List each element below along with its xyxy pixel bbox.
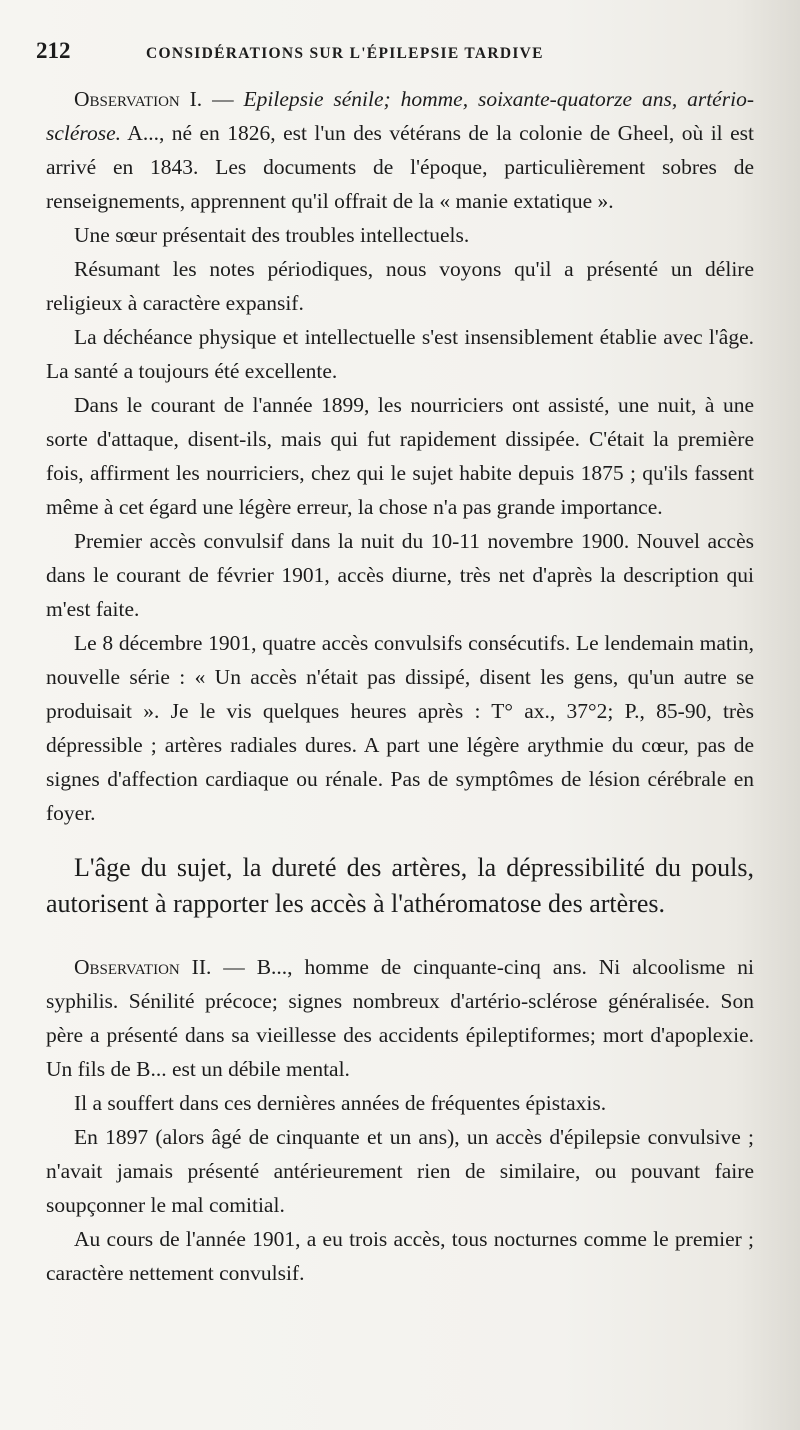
paragraph: Le 8 décembre 1901, quatre accès convulsifs consécutifs. Le lendemain matin, nouvelle série : « Un accès n'était pas dissipé, disent les gens, qu'un autre se produisait ». Je le vis quelques heures après : T° ax., 37°2; P., 85-90, très dépressible ; artères radiales dures. A part une légère arythmie du cœur, pas de signes d'affection cardiaque ou rénale. Pas de symptômes de lésion cérébrale en foyer. xyxy=(46,631,754,825)
observation-1-label: Observation I. xyxy=(74,87,203,111)
observation-2 xyxy=(46,950,754,1290)
observation-1-conclusion: L'âge du sujet, la dureté des artères, la dépressibilité du pouls, autorisent à rapporter les accès à l'athéromatose des artères. xyxy=(46,853,754,918)
page-number: 212 xyxy=(36,38,71,63)
observation-2-intro-text: — B..., homme de cinquante-cinq ans. Ni alcoolisme ni syphilis. Sénilité précoce; signes nombreux d'artério-sclérose généralisée. Son père a présenté dans sa vieillesse des accidents épileptiformes; mort d'apoplexie. Un fils de B... est un débile mental. xyxy=(46,955,754,1081)
page-header xyxy=(36,38,760,72)
paragraph: Il a souffert dans ces dernières années de fréquentes épistaxis. xyxy=(74,1091,607,1115)
paragraph: La déchéance physique et intellectuelle s'est insensiblement établie avec l'âge. La santé a toujours été excellente. xyxy=(46,325,754,383)
observation-1-intro xyxy=(46,82,754,218)
paragraph: Premier accès convulsif dans la nuit du 10-11 novembre 1900. Nouvel accès dans le courant de février 1901, accès diurne, très net d'après la description qui m'est faite. xyxy=(46,529,754,621)
paragraph: Résumant les notes périodiques, nous voyons qu'il a présenté un délire religieux à caractère expansif. xyxy=(46,257,754,315)
observation-1-conclusion-block xyxy=(46,850,754,922)
observation-1-title: Epilepsie sénile; homme, soixante-quatorze ans, artério-sclérose. xyxy=(46,87,754,145)
running-title: CONSIDÉRATIONS SUR L'ÉPILEPSIE TARDIVE xyxy=(146,45,544,62)
body-text xyxy=(46,82,754,1290)
observation-2-intro xyxy=(46,950,754,1086)
observation-1-intro-text: A..., né en 1826, est l'un des vétérans de la colonie de Gheel, où il est arrivé en 1843. Les documents de l'époque, particulièrement sobres de renseignements, apprennent qu'il offrait de la « manie extatique ». xyxy=(46,121,754,213)
paragraph: Dans le courant de l'année 1899, les nourriciers ont assisté, une nuit, à une sorte d'attaque, disent-ils, mais qui fut rapidement dissipée. C'était la première fois, affirment les nourriciers, chez qui le sujet habite depuis 1875 ; qu'ils fassent même à cet égard une légère erreur, la chose n'a pas grande importance. xyxy=(46,393,754,519)
paragraph: Au cours de l'année 1901, a eu trois accès, tous nocturnes comme le premier ; caractère nettement convulsif. xyxy=(46,1227,754,1285)
observation-2-label: Observation II. xyxy=(74,955,212,979)
paragraph: En 1897 (alors âgé de cinquante et un ans), un accès d'épilepsie convulsive ; n'avait jamais présenté antérieurement rien de similaire, ou pouvant faire soupçonner le mal comitial. xyxy=(46,1125,754,1217)
observation-1-dash: — xyxy=(202,87,244,111)
paragraph: Une sœur présentait des troubles intellectuels. xyxy=(74,223,470,247)
observation-1 xyxy=(46,82,754,830)
